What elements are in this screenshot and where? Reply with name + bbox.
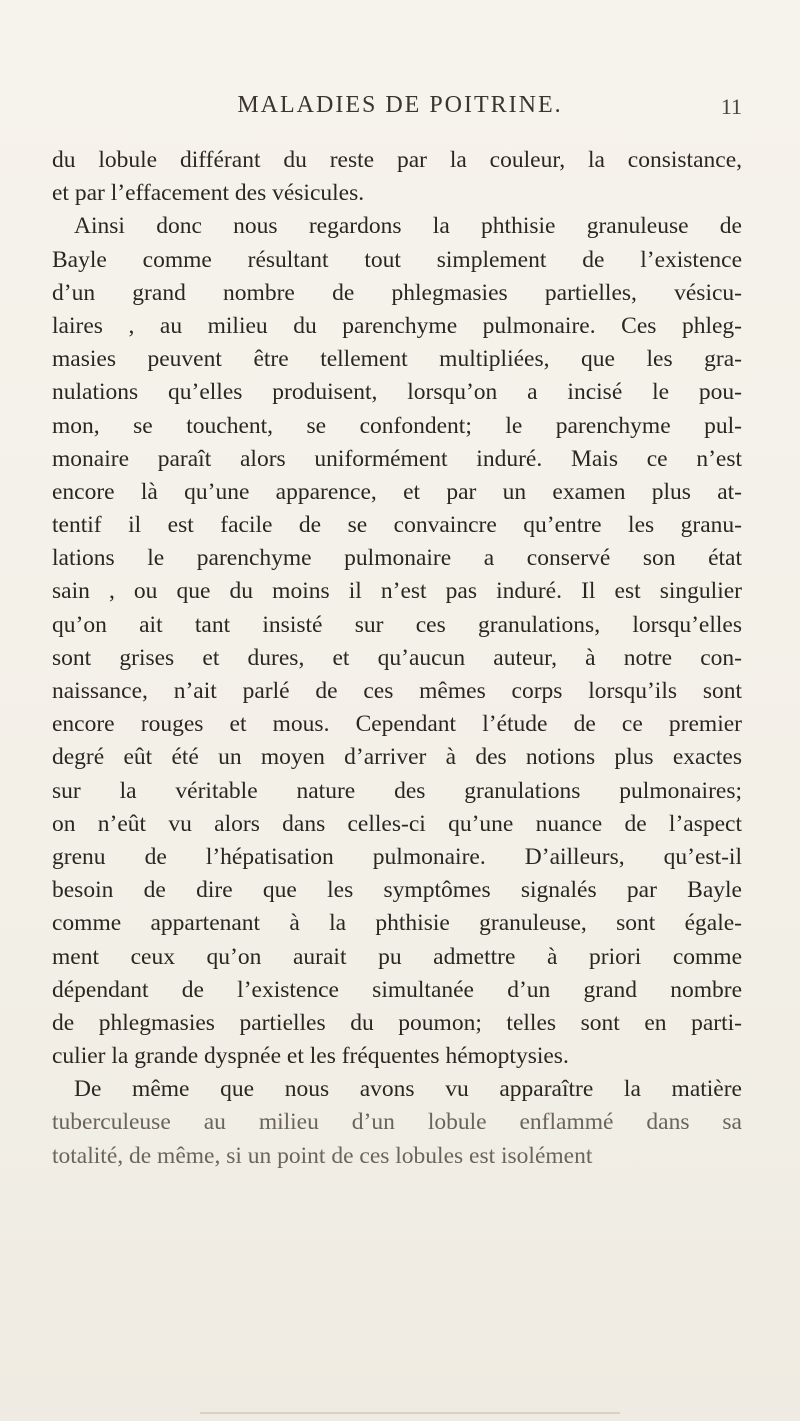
text-line: ment ceux qu’on aurait pu admettre à priori comme xyxy=(52,943,742,970)
text-line: besoin de dire que les symptômes signalés par Bayle xyxy=(52,877,742,904)
text-line: d’un grand nombre de phlegmasies partielles, vésicu- xyxy=(52,279,742,306)
text-line: du lobule différant du reste par la couleur, la consistance, xyxy=(52,147,742,173)
text-line: encore là qu’une apparence, et par un examen plus at- xyxy=(52,478,742,505)
text-line: totalité, de même, si un point de ces lobules est isolément xyxy=(52,1142,593,1169)
text-line: nulations qu’elles produisent, lorsqu’on a incisé le pou- xyxy=(52,379,742,406)
text-line: encore rouges et mous. Cependant l’étude de ce premier xyxy=(52,711,742,738)
text-line: mon, se touchent, se confondent; le parenchyme pul- xyxy=(52,412,742,439)
body-text xyxy=(52,144,742,1173)
text-line: sur la véritable nature des granulations pulmonaires; xyxy=(52,777,742,804)
text-line: Ainsi donc nous regardons la phthisie granuleuse de xyxy=(74,213,742,240)
text-line: grenu de l’hépatisation pulmonaire. D’ailleurs, qu’est-il xyxy=(52,843,742,870)
running-head xyxy=(0,92,800,132)
text-line: tuberculeuse au milieu d’un lobule enflammé dans sa xyxy=(52,1109,742,1136)
text-line: qu’on ait tant insisté sur ces granulations, lorsqu’elles xyxy=(52,611,742,638)
text-line: de phlegmasies partielles du poumon; telles sont en parti- xyxy=(52,1009,742,1036)
text-line: sont grises et dures, et qu’aucun auteur, à notre con- xyxy=(52,644,742,671)
text-line: on n’eût vu alors dans celles-ci qu’une nuance de l’aspect xyxy=(52,810,742,837)
page-number: 11 xyxy=(720,94,742,119)
text-line: monaire paraît alors uniformément induré. Mais ce n’est xyxy=(52,445,742,472)
text-line: naissance, n’ait parlé de ces mêmes corps lorsqu’ils sont xyxy=(52,678,742,704)
text-line: lations le parenchyme pulmonaire a conservé son état xyxy=(52,545,742,572)
page-bottom-edge xyxy=(200,1412,620,1414)
text-line: culier la grande dyspnée et les fréquentes hémoptysies. xyxy=(52,1043,569,1070)
text-line: Bayle comme résultant tout simplement de l’existence xyxy=(52,246,742,273)
text-line: et par l’effacement des vésicules. xyxy=(52,180,365,207)
text-line: sain , ou que du moins il n’est pas induré. Il est singulier xyxy=(52,578,742,605)
text-line: comme appartenant à la phthisie granuleuse, sont égale- xyxy=(52,910,742,937)
text-line: De même que nous avons vu apparaître la matière xyxy=(74,1076,742,1103)
text-line: laires , au milieu du parenchyme pulmonaire. Ces phleg- xyxy=(52,312,742,339)
text-line: degré eût été un moyen d’arriver à des notions plus exactes xyxy=(52,744,742,771)
text-line: masies peuvent être tellement multipliées, que les gra- xyxy=(52,346,742,373)
text-line: dépendant de l’existence simultanée d’un grand nombre xyxy=(52,976,742,1003)
running-title: MALADIES DE POITRINE. xyxy=(237,92,563,118)
text-line: tentif il est facile de se convaincre qu’entre les granu- xyxy=(52,512,742,539)
